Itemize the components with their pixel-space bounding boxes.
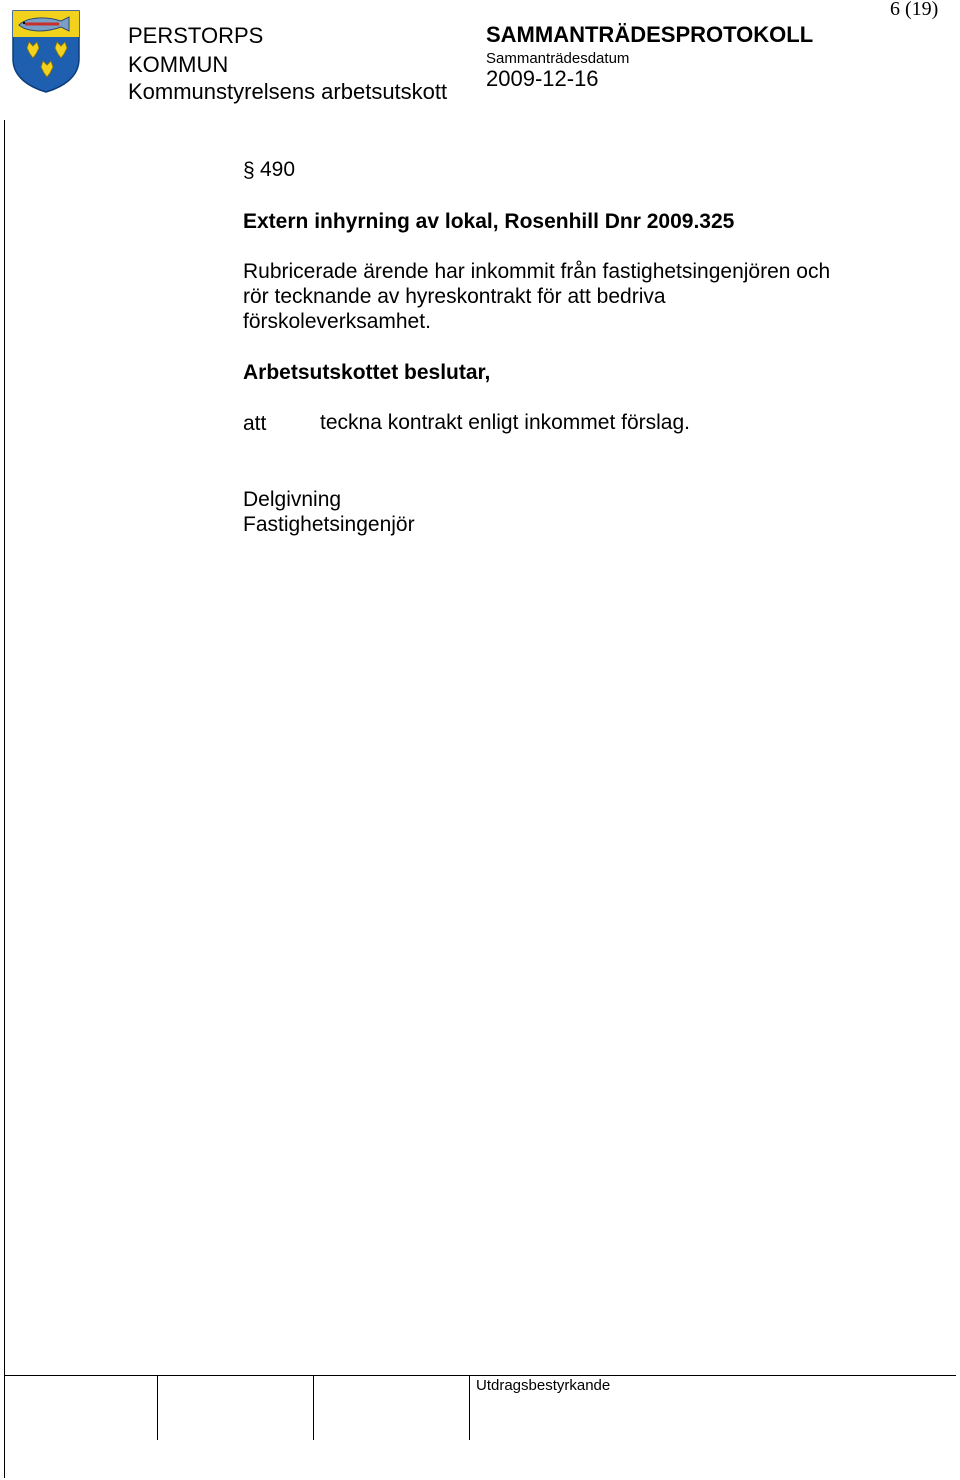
section-symbol: § (243, 159, 255, 182)
left-margin-line (4, 120, 5, 1478)
footer-divider-3 (469, 1375, 470, 1440)
meeting-date-value: 2009-12-16 (486, 66, 599, 91)
footer-top-line (4, 1375, 956, 1376)
item-description: Rubricerade ärende har inkommit från fastighetsingenjören och rör tecknande av hyreskontrakt för att bedriva förskoleverksamhet. (243, 260, 831, 333)
page-number: 6 (19) (890, 0, 939, 20)
perstorp-coat-of-arms-icon (11, 9, 81, 93)
footer-divider-1 (157, 1375, 158, 1440)
org-name-line2: KOMMUN (128, 52, 229, 77)
decision-text: teckna kontrakt enligt inkommet förslag. (320, 411, 691, 434)
meeting-date-label: Sammanträdesdatum (486, 50, 630, 67)
section-number: 490 (260, 158, 296, 181)
org-name-line1: PERSTORPS (128, 23, 264, 48)
document-title: SAMMANTRÄDESPROTOKOLL (486, 22, 814, 47)
decision-att: att (243, 412, 267, 435)
decision-heading: Arbetsutskottet beslutar, (243, 361, 491, 384)
footer-divider-2 (313, 1375, 314, 1440)
distribution-label: Delgivning (243, 488, 342, 511)
distribution-recipient: Fastighetsingenjör (243, 513, 415, 536)
item-title: Extern inhyrning av lokal, Rosenhill Dnr 2009.325 (243, 210, 735, 233)
certification-label: Utdragsbestyrkande (476, 1377, 611, 1394)
committee-name: Kommunstyrelsens arbetsutskott (128, 79, 448, 104)
